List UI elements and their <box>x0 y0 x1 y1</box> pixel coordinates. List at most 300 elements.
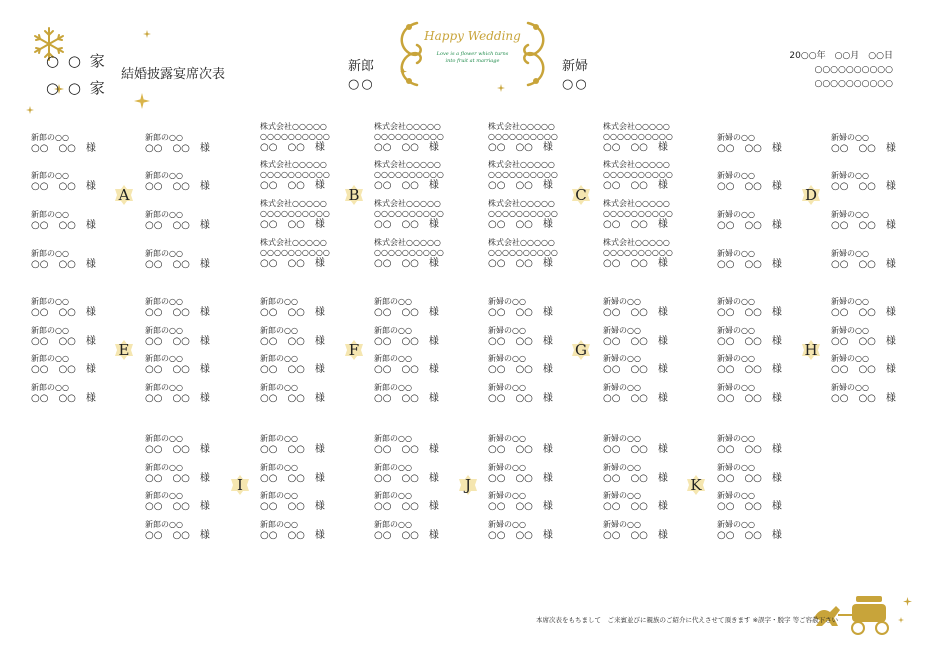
guest-company: ○○○○○○○○○○ <box>488 132 558 141</box>
guest-relation: 株式会社○○○○○ <box>374 160 441 169</box>
guest-relation: 新婦の○○ <box>717 171 755 180</box>
guest-relation: 株式会社○○○○○ <box>374 238 441 247</box>
guest-name: ○○ ○○ 様 <box>31 364 96 375</box>
guest-name: ○○ ○○ 様 <box>603 393 668 404</box>
guest-entry <box>260 520 360 542</box>
table-letter <box>685 474 707 496</box>
guest-relation: 新婦の○○ <box>603 354 641 363</box>
guest-name: ○○ ○○ 様 <box>31 259 96 270</box>
guest-name: ○○ ○○ 様 <box>717 336 782 347</box>
guest-name: ○○ ○○ 様 <box>374 364 439 375</box>
guest-entry <box>831 210 931 232</box>
guest-entry <box>31 297 131 319</box>
guest-name: ○○ ○○ 様 <box>260 364 325 375</box>
guest-name: ○○ ○○ 様 <box>260 530 325 541</box>
table-letter <box>800 184 822 206</box>
guest-relation: 株式会社○○○○○ <box>488 122 555 131</box>
guest-relation: 新婦の○○ <box>603 463 641 472</box>
guest-relation: 新婦の○○ <box>831 171 869 180</box>
guest-company: ○○○○○○○○○○ <box>603 248 673 257</box>
guest-entry <box>831 297 931 319</box>
table-letter-text: G <box>575 341 587 359</box>
guest-company: ○○○○○○○○○○ <box>260 170 330 179</box>
guest-relation: 新婦の○○ <box>603 491 641 500</box>
guest-entry <box>831 249 931 271</box>
guest-name: ○○ ○○ 様 <box>603 142 668 153</box>
guest-name: ○○ ○○ 様 <box>374 336 439 347</box>
guest-name: ○○ ○○ 様 <box>603 444 668 455</box>
guest-name: ○○ ○○ 様 <box>717 181 782 192</box>
guest-name: ○○ ○○ 様 <box>374 219 439 230</box>
guest-name: ○○ ○○ 様 <box>603 307 668 318</box>
guest-entry <box>260 491 360 513</box>
guest-entry <box>374 297 474 319</box>
guest-name: ○○ ○○ 様 <box>831 393 896 404</box>
guest-entry <box>603 434 703 456</box>
guest-entry <box>603 297 703 319</box>
date-line: 20○○年 ○○月 ○○日 <box>789 51 893 61</box>
guest-name: ○○ ○○ 様 <box>374 393 439 404</box>
guest-name: ○○ ○○ 様 <box>145 259 210 270</box>
table-letter-text: A <box>118 186 130 204</box>
guest-name: ○○ ○○ 様 <box>31 143 96 154</box>
guest-relation: 新郎の○○ <box>260 383 298 392</box>
guest-relation: 新婦の○○ <box>831 354 869 363</box>
guest-entry <box>717 249 817 271</box>
guest-name: ○○ ○○ 様 <box>374 501 439 512</box>
guest-relation: 株式会社○○○○○ <box>260 122 327 131</box>
guest-relation: 新婦の○○ <box>831 383 869 392</box>
guest-relation: 株式会社○○○○○ <box>488 238 555 247</box>
table-letter-text: H <box>804 341 818 359</box>
guest-name: ○○ ○○ 様 <box>145 501 210 512</box>
guest-relation: 新郎の○○ <box>145 354 183 363</box>
logo-title: Happy Wedding <box>424 29 521 43</box>
guest-entry <box>260 434 360 456</box>
guest-name: ○○ ○○ 様 <box>488 364 553 375</box>
guest-name: ○○ ○○ 様 <box>831 307 896 318</box>
guest-entry <box>831 383 931 405</box>
guest-relation: 新郎の○○ <box>374 297 412 306</box>
guest-entry <box>145 383 245 405</box>
guest-name: ○○ ○○ 様 <box>488 142 553 153</box>
guest-name: ○○ ○○ 様 <box>260 501 325 512</box>
venue-line: ○○○○○○○○○○ <box>814 65 893 75</box>
guest-company: ○○○○○○○○○○ <box>260 132 330 141</box>
table-letter-text: C <box>575 186 587 204</box>
guest-name: ○○ ○○ 様 <box>145 444 210 455</box>
guest-name: ○○ ○○ 様 <box>260 393 325 404</box>
groom-name: ○○ <box>348 77 375 92</box>
guest-name: ○○ ○○ 様 <box>831 364 896 375</box>
guest-relation: 新婦の○○ <box>717 491 755 500</box>
guest-entry <box>488 463 588 485</box>
guest-relation: 新婦の○○ <box>717 297 755 306</box>
guest-name: ○○ ○○ 様 <box>260 219 325 230</box>
guest-relation: 新郎の○○ <box>31 383 69 392</box>
guest-entry <box>31 133 131 155</box>
guest-relation: 新婦の○○ <box>488 434 526 443</box>
guest-entry <box>31 383 131 405</box>
guest-entry <box>260 383 360 405</box>
guest-name: ○○ ○○ 様 <box>374 444 439 455</box>
guest-relation: 新婦の○○ <box>831 133 869 142</box>
guest-company: ○○○○○○○○○○ <box>488 170 558 179</box>
guest-entry <box>260 297 360 319</box>
guest-name: ○○ ○○ 様 <box>603 473 668 484</box>
guest-relation: 新婦の○○ <box>717 463 755 472</box>
guest-entry <box>31 210 131 232</box>
guest-entry <box>717 463 817 485</box>
guest-company: ○○○○○○○○○○ <box>260 209 330 218</box>
guest-name: ○○ ○○ 様 <box>145 364 210 375</box>
guest-entry <box>717 210 817 232</box>
guest-relation: 新婦の○○ <box>488 463 526 472</box>
guest-relation: 新郎の○○ <box>31 171 69 180</box>
guest-relation: 新郎の○○ <box>31 210 69 219</box>
guest-entry <box>488 122 588 154</box>
guest-name: ○○ ○○ 様 <box>603 336 668 347</box>
guest-name: ○○ ○○ 様 <box>603 501 668 512</box>
guest-name: ○○ ○○ 様 <box>374 142 439 153</box>
guest-name: ○○ ○○ 様 <box>717 307 782 318</box>
guest-relation: 新婦の○○ <box>603 383 641 392</box>
guest-entry <box>145 210 245 232</box>
logo-subtitle-1: Love is a flower which turns <box>436 51 509 57</box>
sparkle-icon <box>898 617 904 623</box>
guest-relation: 新婦の○○ <box>831 249 869 258</box>
table-letter <box>343 339 365 361</box>
guest-relation: 新郎の○○ <box>31 354 69 363</box>
guest-relation: 新婦の○○ <box>717 210 755 219</box>
guest-name: ○○ ○○ 様 <box>145 473 210 484</box>
guest-entry <box>603 199 703 231</box>
guest-relation: 株式会社○○○○○ <box>374 199 441 208</box>
guest-relation: 新郎の○○ <box>31 249 69 258</box>
guest-name: ○○ ○○ 様 <box>145 181 210 192</box>
family-bride: ○ ○ 家 <box>46 79 107 97</box>
guest-name: ○○ ○○ 様 <box>374 473 439 484</box>
carriage-icon <box>812 590 904 636</box>
guest-name: ○○ ○○ 様 <box>488 444 553 455</box>
guest-entry <box>831 326 931 348</box>
guest-name: ○○ ○○ 様 <box>31 220 96 231</box>
guest-name: ○○ ○○ 様 <box>488 307 553 318</box>
guest-name: ○○ ○○ 様 <box>260 473 325 484</box>
guest-name: ○○ ○○ 様 <box>145 393 210 404</box>
guest-relation: 新郎の○○ <box>145 383 183 392</box>
guest-name: ○○ ○○ 様 <box>145 336 210 347</box>
guest-relation: 新郎の○○ <box>145 491 183 500</box>
guest-relation: 新郎の○○ <box>260 520 298 529</box>
guest-name: ○○ ○○ 様 <box>603 364 668 375</box>
guest-entry <box>717 383 817 405</box>
sparkle-icon <box>903 597 912 606</box>
guest-relation: 新郎の○○ <box>374 520 412 529</box>
guest-name: ○○ ○○ 様 <box>717 473 782 484</box>
guest-relation: 新婦の○○ <box>717 520 755 529</box>
guest-relation: 新郎の○○ <box>145 210 183 219</box>
guest-relation: 株式会社○○○○○ <box>260 160 327 169</box>
guest-relation: 株式会社○○○○○ <box>603 199 670 208</box>
table-letter <box>113 339 135 361</box>
logo-subtitle-2: into fruit at marriage <box>445 58 500 64</box>
guest-relation: 新郎の○○ <box>31 297 69 306</box>
guest-relation: 新婦の○○ <box>831 297 869 306</box>
guest-name: ○○ ○○ 様 <box>374 180 439 191</box>
guest-name: ○○ ○○ 様 <box>717 444 782 455</box>
table-letter-text: D <box>804 186 818 204</box>
table-letter <box>229 474 251 496</box>
guest-name: ○○ ○○ 様 <box>488 336 553 347</box>
guest-relation: 新郎の○○ <box>31 326 69 335</box>
guest-relation: 株式会社○○○○○ <box>603 238 670 247</box>
guest-relation: 新郎の○○ <box>31 133 69 142</box>
guest-entry <box>145 354 245 376</box>
sparkle-icon <box>400 68 407 75</box>
guest-entry <box>374 122 474 154</box>
guest-entry <box>717 297 817 319</box>
guest-name: ○○ ○○ 様 <box>831 220 896 231</box>
guest-entry <box>603 520 703 542</box>
guest-entry <box>717 133 817 155</box>
table-letter-text: J <box>464 476 471 494</box>
guest-name: ○○ ○○ 様 <box>603 219 668 230</box>
guest-entry <box>717 520 817 542</box>
guest-company: ○○○○○○○○○○ <box>603 132 673 141</box>
guest-entry <box>145 297 245 319</box>
guest-entry <box>488 520 588 542</box>
guest-relation: 株式会社○○○○○ <box>374 122 441 131</box>
guest-name: ○○ ○○ 様 <box>31 307 96 318</box>
guest-relation: 株式会社○○○○○ <box>260 199 327 208</box>
guest-relation: 新郎の○○ <box>374 463 412 472</box>
guest-name: ○○ ○○ 様 <box>260 142 325 153</box>
guest-relation: 新婦の○○ <box>717 249 755 258</box>
sparkle-icon <box>134 93 150 109</box>
guest-name: ○○ ○○ 様 <box>488 530 553 541</box>
guest-name: ○○ ○○ 様 <box>488 393 553 404</box>
table-letter-text: B <box>348 186 360 204</box>
guest-relation: 新郎の○○ <box>374 434 412 443</box>
guest-entry <box>374 383 474 405</box>
guest-entry <box>488 297 588 319</box>
guest-entry <box>374 434 474 456</box>
guest-name: ○○ ○○ 様 <box>488 219 553 230</box>
guest-relation: 株式会社○○○○○ <box>488 160 555 169</box>
table-letter <box>457 474 479 496</box>
guest-name: ○○ ○○ 様 <box>260 258 325 269</box>
guest-relation: 新郎の○○ <box>145 463 183 472</box>
table-letter-text: K <box>690 476 702 494</box>
guest-relation: 新婦の○○ <box>488 354 526 363</box>
guest-name: ○○ ○○ 様 <box>374 307 439 318</box>
wedding-logo <box>395 15 550 93</box>
guest-relation: 新郎の○○ <box>145 297 183 306</box>
guest-relation: 新郎の○○ <box>260 326 298 335</box>
sparkle-icon <box>497 84 505 92</box>
guest-name: ○○ ○○ 様 <box>717 259 782 270</box>
date-block <box>789 49 893 91</box>
guest-company: ○○○○○○○○○○ <box>260 248 330 257</box>
guest-name: ○○ ○○ 様 <box>603 530 668 541</box>
table-letter <box>343 184 365 206</box>
guest-relation: 新婦の○○ <box>488 491 526 500</box>
guest-company: ○○○○○○○○○○ <box>488 209 558 218</box>
guest-entry <box>831 354 931 376</box>
guest-relation: 新郎の○○ <box>374 491 412 500</box>
guest-name: ○○ ○○ 様 <box>488 258 553 269</box>
guest-company: ○○○○○○○○○○ <box>603 170 673 179</box>
guest-relation: 新郎の○○ <box>260 434 298 443</box>
guest-entry <box>145 171 245 193</box>
guest-entry <box>260 238 360 270</box>
guest-relation: 新郎の○○ <box>260 354 298 363</box>
guest-name: ○○ ○○ 様 <box>831 143 896 154</box>
table-letter-text: E <box>118 341 130 359</box>
guest-entry <box>145 133 245 155</box>
guest-company: ○○○○○○○○○○ <box>374 132 444 141</box>
guest-name: ○○ ○○ 様 <box>831 259 896 270</box>
guest-relation: 新婦の○○ <box>603 434 641 443</box>
guest-entry <box>145 520 245 542</box>
guest-name: ○○ ○○ 様 <box>145 220 210 231</box>
guest-entry <box>603 383 703 405</box>
guest-entry <box>603 160 703 192</box>
guest-name: ○○ ○○ 様 <box>145 307 210 318</box>
guest-relation: 株式会社○○○○○ <box>488 199 555 208</box>
guest-relation: 新郎の○○ <box>145 520 183 529</box>
guest-relation: 新婦の○○ <box>488 297 526 306</box>
guest-name: ○○ ○○ 様 <box>488 473 553 484</box>
guest-relation: 新婦の○○ <box>717 133 755 142</box>
guest-relation: 新郎の○○ <box>260 463 298 472</box>
guest-relation: 新婦の○○ <box>717 383 755 392</box>
groom-label: 新郎 <box>348 59 375 74</box>
guest-name: ○○ ○○ 様 <box>260 307 325 318</box>
footer-note: 本席次表をもちまして ご来賓並びに親族のご紹介に代えさせて頂きます ※誤字・脱字 等ご容赦下さい <box>536 616 839 624</box>
guest-relation: 新婦の○○ <box>717 354 755 363</box>
guest-name: ○○ ○○ 様 <box>717 501 782 512</box>
family-groom: ○ ○ 家 <box>46 52 107 70</box>
guest-relation: 新婦の○○ <box>831 210 869 219</box>
guest-entry <box>374 354 474 376</box>
guest-name: ○○ ○○ 様 <box>488 501 553 512</box>
guest-name: ○○ ○○ 様 <box>717 364 782 375</box>
guest-entry <box>145 434 245 456</box>
table-letter-text: I <box>237 476 243 494</box>
guest-entry <box>374 160 474 192</box>
guest-company: ○○○○○○○○○○ <box>603 209 673 218</box>
guest-name: ○○ ○○ 様 <box>831 181 896 192</box>
guest-name: ○○ ○○ 様 <box>488 180 553 191</box>
guest-entry <box>603 354 703 376</box>
guest-entry <box>717 491 817 513</box>
bride-label: 新婦 <box>562 59 589 74</box>
guest-company: ○○○○○○○○○○ <box>374 170 444 179</box>
guest-entry <box>260 463 360 485</box>
guest-name: ○○ ○○ 様 <box>260 180 325 191</box>
guest-relation: 新婦の○○ <box>603 520 641 529</box>
guest-relation: 新郎の○○ <box>374 354 412 363</box>
guest-relation: 新婦の○○ <box>603 326 641 335</box>
guest-entry <box>260 122 360 154</box>
guest-entry <box>488 238 588 270</box>
guest-name: ○○ ○○ 様 <box>31 336 96 347</box>
guest-name: ○○ ○○ 様 <box>145 530 210 541</box>
guest-relation: 新郎の○○ <box>145 434 183 443</box>
guest-company: ○○○○○○○○○○ <box>488 248 558 257</box>
guest-name: ○○ ○○ 様 <box>717 393 782 404</box>
guest-name: ○○ ○○ 様 <box>145 143 210 154</box>
guest-entry <box>603 238 703 270</box>
guest-relation: 新婦の○○ <box>717 434 755 443</box>
guest-relation: 新婦の○○ <box>831 326 869 335</box>
guest-relation: 新郎の○○ <box>145 249 183 258</box>
guest-relation: 株式会社○○○○○ <box>603 122 670 131</box>
guest-entry <box>488 434 588 456</box>
guest-entry <box>831 133 931 155</box>
guest-entry <box>603 122 703 154</box>
guest-company: ○○○○○○○○○○ <box>374 248 444 257</box>
table-letter-text: F <box>348 341 360 359</box>
sparkle-icon <box>26 106 34 114</box>
page-title: 結婚披露宴席次表 <box>121 67 226 82</box>
guest-name: ○○ ○○ 様 <box>831 336 896 347</box>
guest-name: ○○ ○○ 様 <box>260 444 325 455</box>
guest-name: ○○ ○○ 様 <box>717 143 782 154</box>
guest-relation: 新婦の○○ <box>488 520 526 529</box>
guest-entry <box>374 238 474 270</box>
guest-entry <box>603 326 703 348</box>
sparkle-icon <box>143 30 151 38</box>
guest-name: ○○ ○○ 様 <box>717 220 782 231</box>
guest-relation: 新郎の○○ <box>374 326 412 335</box>
guest-relation: 新婦の○○ <box>488 383 526 392</box>
guest-name: ○○ ○○ 様 <box>374 530 439 541</box>
guest-entry <box>831 171 931 193</box>
guest-entry <box>374 520 474 542</box>
guest-relation: 新婦の○○ <box>603 297 641 306</box>
guest-relation: 新郎の○○ <box>145 133 183 142</box>
guest-relation: 新郎の○○ <box>374 383 412 392</box>
guest-relation: 株式会社○○○○○ <box>603 160 670 169</box>
guest-entry <box>145 249 245 271</box>
guest-name: ○○ ○○ 様 <box>374 258 439 269</box>
guest-name: ○○ ○○ 様 <box>717 530 782 541</box>
guest-relation: 新郎の○○ <box>145 326 183 335</box>
bride-name: ○○ <box>562 77 589 92</box>
guest-relation: 株式会社○○○○○ <box>260 238 327 247</box>
table-letter <box>570 339 592 361</box>
table-letter <box>570 184 592 206</box>
guest-entry <box>31 249 131 271</box>
guest-entry <box>374 326 474 348</box>
venue-line-2: ○○○○○○○○○○ <box>814 79 893 89</box>
guest-name: ○○ ○○ 様 <box>31 393 96 404</box>
guest-entry <box>488 491 588 513</box>
guest-entry <box>488 383 588 405</box>
guest-relation: 新婦の○○ <box>717 326 755 335</box>
guest-name: ○○ ○○ 様 <box>31 181 96 192</box>
guest-entry <box>374 199 474 231</box>
guest-entry <box>717 434 817 456</box>
guest-name: ○○ ○○ 様 <box>603 258 668 269</box>
guest-relation: 新郎の○○ <box>260 491 298 500</box>
guest-entry <box>145 326 245 348</box>
guest-relation: 新郎の○○ <box>260 297 298 306</box>
guest-company: ○○○○○○○○○○ <box>374 209 444 218</box>
